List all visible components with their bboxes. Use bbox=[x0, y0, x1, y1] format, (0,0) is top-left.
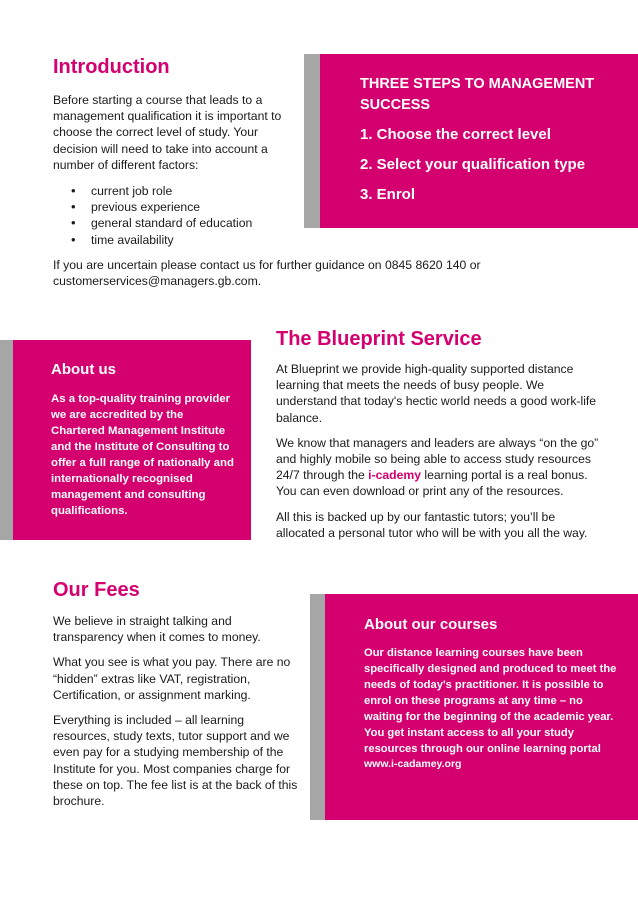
step-item: 3. Enrol bbox=[360, 186, 416, 203]
list-item: • general standard of education bbox=[53, 215, 293, 231]
steps-box-bar bbox=[304, 54, 320, 228]
step-item: 1. Choose the correct level bbox=[360, 126, 551, 143]
fees-text bbox=[53, 613, 303, 818]
introduction-paragraph bbox=[53, 92, 293, 248]
fees-heading: Our Fees bbox=[53, 579, 140, 601]
introduction-paragraph-text: Before starting a course that leads to a management qualification it is important to choose the correct level of study. Your decision will need to take into account a number of different factors: bbox=[53, 93, 282, 172]
blueprint-text bbox=[276, 361, 601, 550]
about-us-title: About us bbox=[51, 361, 116, 378]
about-us-box bbox=[13, 340, 251, 540]
courses-box-bar bbox=[310, 594, 325, 820]
courses-box bbox=[325, 594, 638, 820]
blueprint-paragraph: At Blueprint we provide high-quality supported distance learning that meets the needs of busy people. We understand that today's hectic world needs a good work-life balance. bbox=[276, 362, 597, 425]
introduction-heading: Introduction bbox=[53, 56, 170, 78]
factor-list bbox=[53, 183, 293, 248]
list-item: • current job role bbox=[53, 183, 293, 199]
blueprint-heading: The Blueprint Service bbox=[276, 328, 482, 350]
courses-text: Our distance learning courses have been specifically designed and produced to meet the needs of today's practitioner. It is possible to enrol on these programs at any time – no waiting for the beginning of the academic year. You get instant access to all your study resources through our online learning portal bbox=[364, 647, 617, 755]
fees-paragraph: Everything is included – all learning resources, study texts, tutor support and we even pay for a studying membership of the Institute for you. Most companies charge for these on top. The fee list is at the back of this brochure. bbox=[53, 713, 298, 809]
list-item: • time availability bbox=[53, 232, 293, 248]
steps-box bbox=[320, 54, 638, 228]
fees-paragraph: What you see is what you pay. There are no “hidden” extras like VAT, registration, Certification, or assignment marking. bbox=[53, 655, 291, 702]
courses-url: www.i-cadamey.org bbox=[364, 758, 462, 770]
icademy-brand: i-cademy bbox=[368, 468, 421, 483]
list-item: • previous experience bbox=[53, 199, 293, 215]
about-us-text: As a top-quality training provider we are accredited by the Chartered Management Institute and the Institute of Consulting to offer a full range of nationally and internationally recognised management and consulting qualifications. bbox=[51, 393, 234, 517]
courses-title: About our courses bbox=[364, 616, 498, 633]
about-us-bar bbox=[0, 340, 13, 540]
blueprint-paragraph: All this is backed up by our fantastic tutors; you’ll be allocated a personal tutor who will be with you all the way. bbox=[276, 509, 588, 540]
step-item: 2. Select your qualification type bbox=[360, 156, 586, 173]
blueprint-paragraph: We know that managers and leaders are always “on the go” and highly mobile so being able to access study resources 24/7 through the i-cademy learning portal is a real bonus. You can even download or print any of the resources. bbox=[276, 435, 599, 499]
steps-box-title: THREE STEPS TO MANAGEMENT SUCCESS bbox=[360, 76, 595, 113]
fees-paragraph: We believe in straight talking and transparency when it comes to money. bbox=[53, 614, 261, 645]
contact-note: If you are uncertain please contact us for further guidance on 0845 8620 140 or customerservices@managers.gb.com. bbox=[53, 258, 481, 289]
